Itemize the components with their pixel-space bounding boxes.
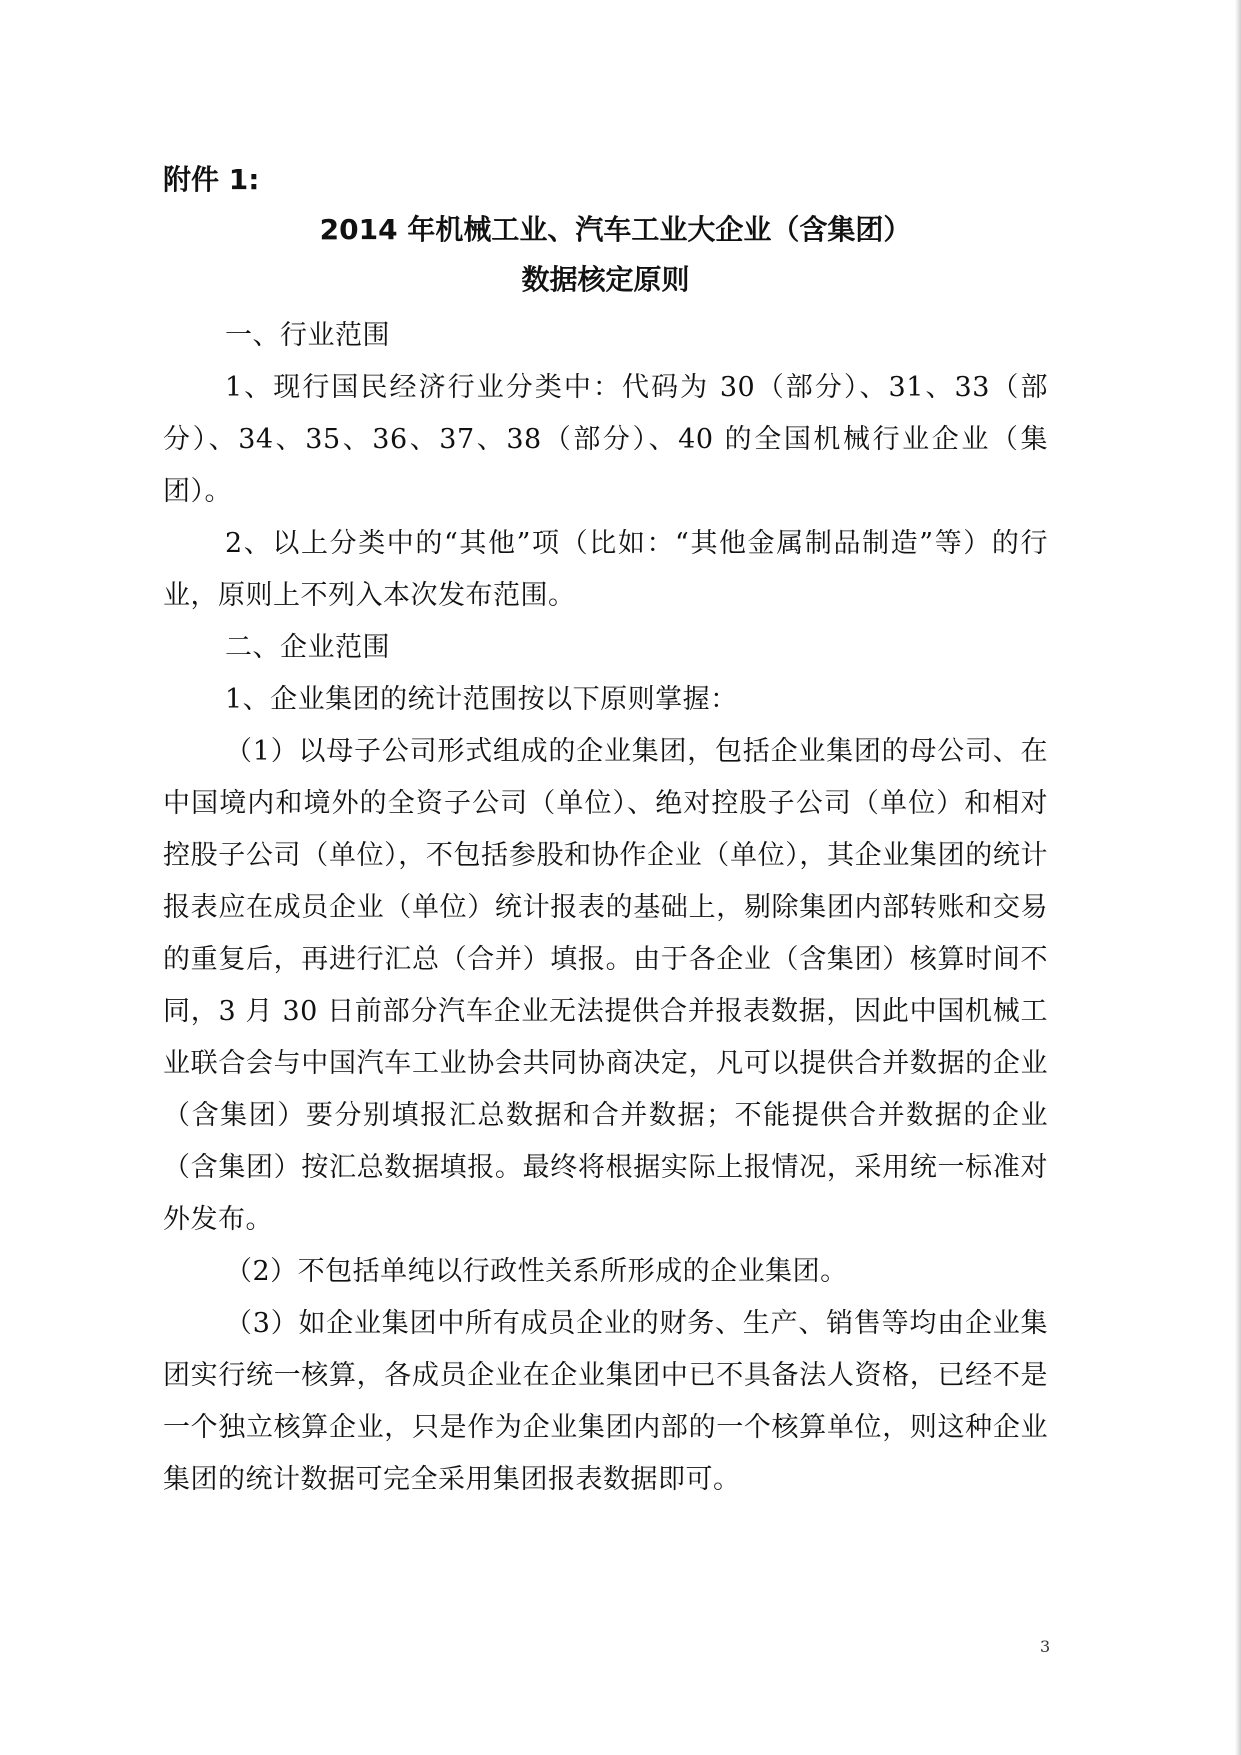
document-title: 2014 年机械工业、汽车工业大企业（含集团）: [319, 213, 912, 246]
document-body: [163, 160, 1048, 1506]
page-number: 3: [1040, 1637, 1051, 1656]
paragraph: 2、以上分类中的“其他”项（比如：“其他金属制品制造”等）的行业，原则上不列入本次发布范围。: [163, 528, 1048, 611]
section-heading-industry-scope: 一、行业范围: [225, 320, 390, 351]
document-subtitle: 数据核定原则: [521, 263, 690, 296]
scan-edge: [1235, 0, 1241, 1755]
paragraph: （2）不包括单纯以行政性关系所形成的企业集团。: [225, 1256, 848, 1287]
paragraph: 1、企业集团的统计范围按以下原则掌握：: [225, 684, 738, 715]
paragraph: （1）以母子公司形式组成的企业集团，包括企业集团的母公司、在中国境内和境外的全资子公司（单位）、绝对控股子公司（单位）和相对控股子公司（单位），不包括参股和协作企业（单位），其企业集团的统计报表应在成员企业（单位）统计报表的基础上，剔除集团内部转账和交易的重复后，再进行汇总（合并）填报。由于各企业（含集团）核算时间不同，3 月 30 日前部分汽车企业无法提供合并报表数据，因此中国机械工业联合会与中国汽车工业协会共同协商决定，凡可以提供合并数据的企业（含集团）要分别填报汇总数据和合并数据；不能提供合并数据的企业（含集团）按汇总数据填报。最终将根据实际上报情况，采用统一标准对外发布。: [163, 736, 1048, 1235]
paragraph: （3）如企业集团中所有成员企业的财务、生产、销售等均由企业集团实行统一核算，各成员企业在企业集团中已不具备法人资格，已经不是一个独立核算企业，只是作为企业集团内部的一个核算单位，则这种企业集团的统计数据可完全采用集团报表数据即可。: [163, 1308, 1048, 1495]
attachment-label: 附件 1:: [163, 163, 260, 196]
paragraph: 1、现行国民经济行业分类中：代码为 30（部分）、31、33（部分）、34、35、36、37、38（部分）、40 的全国机械行业企业（集团）。: [163, 372, 1048, 507]
section-heading-enterprise-scope: 二、企业范围: [225, 632, 390, 663]
